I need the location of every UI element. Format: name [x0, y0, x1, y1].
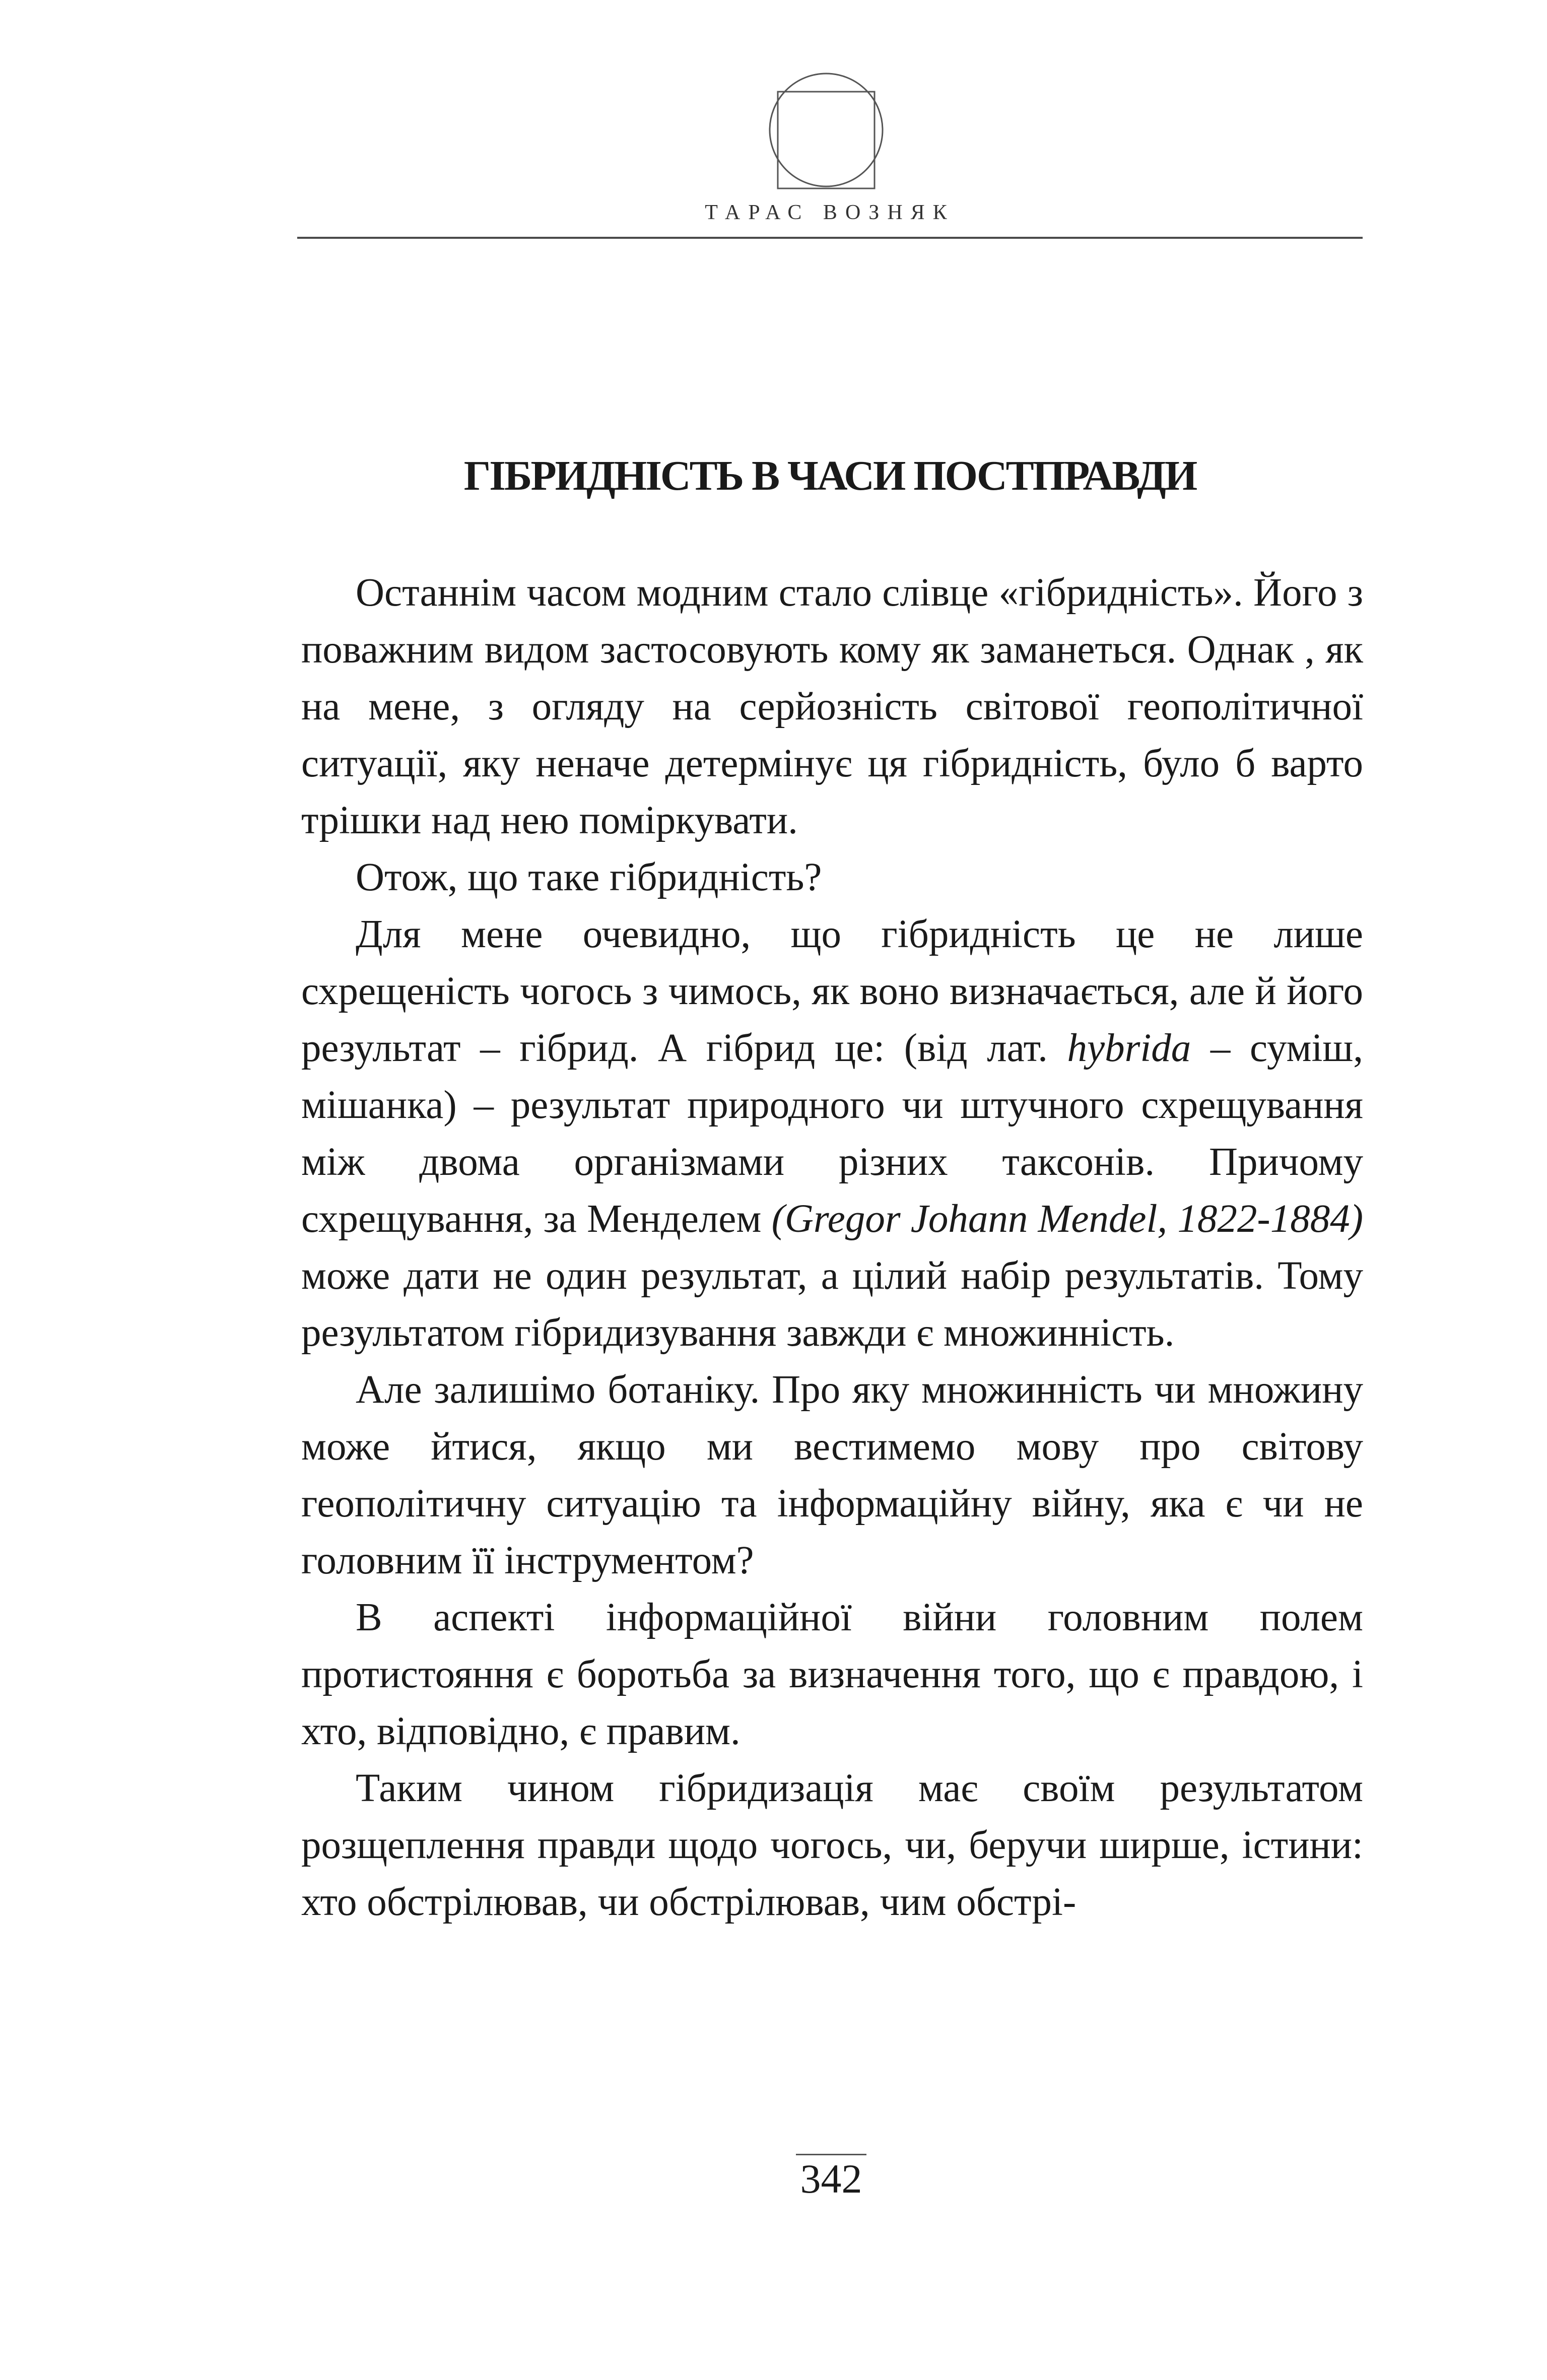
chapter-title: ГІБРИДНІСТЬ В ЧАСИ ПОСТПРАВДИ	[463, 452, 1196, 499]
running-head-author: ТАРАС ВОЗНЯК	[705, 201, 955, 224]
page-number: 342	[796, 2154, 866, 2202]
circle-square-emblem-icon	[766, 71, 887, 191]
paragraph-1: Останнім часом модним стало слівце «гібридність». Його з поважним видом застосовують кому як заманеться. Однак , як на мене, з огляду на серйозність світової геополітичної ситуації, яку неначе детермінує ця гібридність, було б варто трішки над нею поміркувати.	[301, 571, 1363, 842]
paragraph-3-text: Для мене очевидно, що гібридність це не лише схрещеність чогось з чимось, як воно визначається, але й його результат – гібрид. А гібрид це: (від лат.	[301, 912, 1363, 1070]
paragraph-2: Отож, що таке гібридність?	[356, 855, 822, 899]
paragraph-6: Таким чином гібридизація має своїм результатом розщеплення правди щодо чогось, чи, беручи ширше, істини: хто обстрілював, чи обстрілював, чим обстрі-	[301, 1766, 1363, 1924]
header-divider	[297, 237, 1363, 239]
mendel-reference: (Gregor Johann Mendel, 1822-1884)	[771, 1197, 1364, 1241]
latin-term: hybrida	[1067, 1026, 1191, 1070]
paragraph-3-text: може дати не один результат, а цілий набір результатів. Тому результатом гібридизування завжди є множинність.	[301, 1254, 1363, 1355]
paragraph-3-text: – суміш, мішанка) – результат природного чи штучного схрещування між двома організмами різних таксонів. Причому схрещування, за Менделем	[301, 1026, 1363, 1241]
paragraph-4: Але залишімо ботаніку. Про яку множинність чи множину може йтися, якщо ми вестимемо мову про світову геополітичну ситуацію та інформаційну війну, яка є чи не головним її інструментом?	[301, 1368, 1363, 1582]
body-text	[301, 564, 1363, 1931]
paragraph-5: В аспекті інформаційної війни головним полем протистояння є боротьба за визначення того, що є правдою, і хто, відповідно, є правим.	[301, 1596, 1363, 1753]
paragraph-3	[301, 906, 1363, 1361]
